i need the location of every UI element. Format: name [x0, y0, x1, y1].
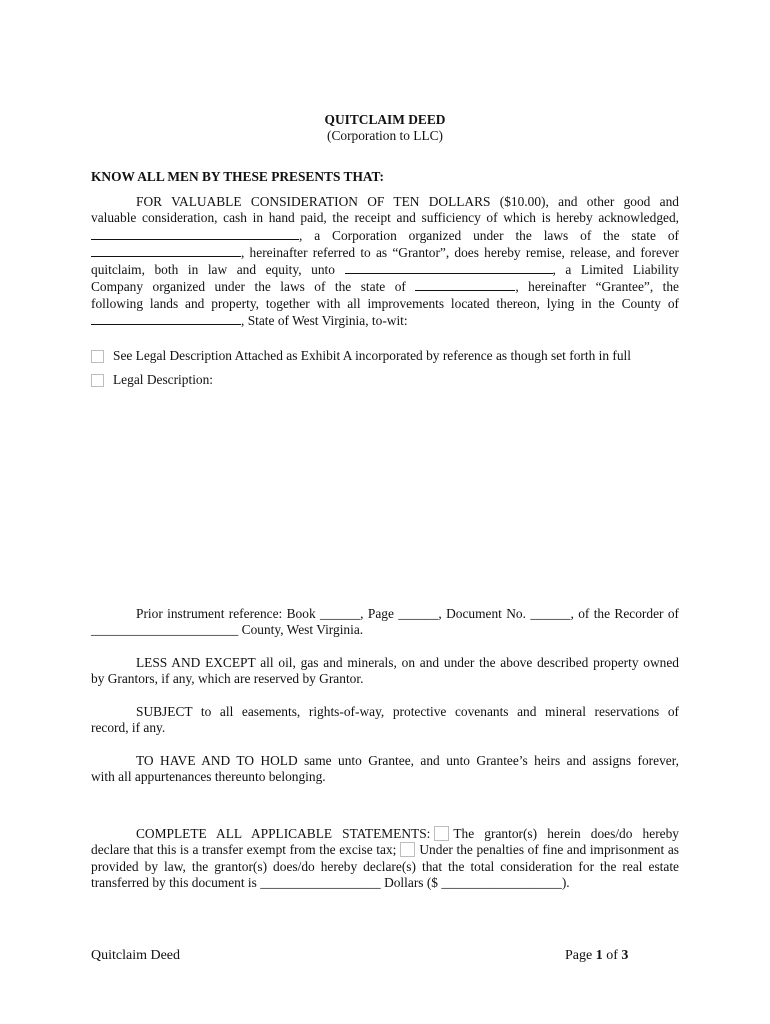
- subject-line-1: SUBJECT to all easements, rights-of-way, protective covenants and mineral reservations of: [136, 704, 679, 719]
- p1-line-2: valuable consideration, cash in hand paid, the receipt and sufficiency of which is hereby acknowledged,: [91, 210, 679, 226]
- p1-line-3: [91, 227, 679, 244]
- p1-line-7: following lands and property, together with all improvements located thereon, lying in the County of: [91, 295, 679, 311]
- p1-line-6-text-b: , hereinafter “Grantee”, the: [515, 279, 679, 295]
- p1-line-5-text-a: quitclaim, both in law and equity, unto: [91, 262, 335, 278]
- statements-paragraph: [91, 826, 679, 891]
- p1-line-6: [91, 278, 679, 295]
- statements-line-3: provided by law, the grantor(s) does/do hereby declare(s) that the total consideration for the real estate: [91, 858, 679, 874]
- opening-heading: KNOW ALL MEN BY THESE PRESENTS THAT:: [91, 169, 384, 184]
- footer-page-word: Page: [565, 948, 593, 963]
- habendum-paragraph: [91, 753, 679, 786]
- county-blank[interactable]: [91, 312, 241, 325]
- subject-paragraph: [91, 704, 679, 737]
- statements-heading: COMPLETE ALL APPLICABLE STATEMENTS:: [136, 826, 431, 841]
- consideration-checkbox[interactable]: [400, 842, 415, 857]
- footer-page-number: [565, 948, 628, 964]
- legal-description-checkbox[interactable]: [91, 374, 104, 387]
- p1-line-8-text: , State of West Virginia, to-wit:: [241, 313, 408, 329]
- footer-of-word: of: [606, 948, 618, 963]
- grantor-name-blank[interactable]: [91, 227, 299, 240]
- prior-line-2: ______________________ County, West Virginia.: [91, 622, 364, 638]
- exhibit-checkbox[interactable]: [91, 350, 104, 363]
- statements-line-4: transferred by this document is __________________ Dollars ($ __________________).: [91, 874, 570, 890]
- p1-line-4: [91, 244, 679, 261]
- less-except-paragraph: [91, 655, 679, 688]
- exhibit-option-label: See Legal Description Attached as Exhibit A incorporated by reference as though set forth in full: [113, 348, 631, 363]
- statements-line-1-text: The grantor(s) herein does/do hereby: [453, 826, 679, 841]
- legal-description-label: Legal Description:: [113, 372, 214, 387]
- statements-line-2: [91, 842, 679, 858]
- subject-line-2: record, if any.: [91, 720, 166, 736]
- less-except-line-2: by Grantors, if any, which are reserved by Grantor.: [91, 671, 364, 687]
- grantee-state-blank[interactable]: [415, 278, 515, 291]
- exempt-checkbox[interactable]: [434, 826, 449, 841]
- prior-line-1: Prior instrument reference: Book ______, Page ______, Document No. ______, of the Recorder of: [136, 606, 679, 621]
- document-title: QUITCLAIM DEED: [324, 112, 446, 127]
- p1-line-8: [91, 312, 679, 329]
- exhibit-option-row: [91, 348, 631, 364]
- habendum-line-1: TO HAVE AND TO HOLD same unto Grantee, and unto Grantee’s heirs and assigns forever,: [136, 753, 679, 768]
- p1-line-1: FOR VALUABLE CONSIDERATION OF TEN DOLLARS ($10.00), and other good and: [136, 194, 679, 209]
- grantor-state-blank[interactable]: [91, 244, 241, 257]
- footer-current-page: 1: [595, 948, 603, 963]
- p1-line-4-text: , hereinafter referred to as “Grantor”, does hereby remise, release, and forever: [241, 244, 679, 260]
- p1-line-6-text-a: Company organized under the laws of the state of: [91, 279, 406, 295]
- prior-instrument-paragraph: [91, 606, 679, 639]
- habendum-line-2: with all appurtenances thereunto belonging.: [91, 769, 326, 785]
- footer-total-pages: 3: [621, 948, 629, 963]
- less-except-line-1: LESS AND EXCEPT all oil, gas and minerals, on and under the above described property owned: [136, 655, 679, 670]
- p1-line-5-text-b: , a Limited Liability: [552, 262, 679, 278]
- footer-document-name: Quitclaim Deed: [91, 948, 181, 963]
- statements-line-1: [91, 826, 679, 842]
- statements-line-2-text-a: declare that this is a transfer exempt from the excise tax;: [91, 842, 397, 858]
- p1-line-3-text: , a Corporation organized under the laws of the state of: [299, 227, 679, 243]
- statements-line-2-text-b: Under the penalties of fine and imprisonment as: [419, 842, 679, 858]
- consideration-paragraph: [91, 194, 679, 329]
- document-subtitle: (Corporation to LLC): [326, 128, 444, 143]
- grantee-name-blank[interactable]: [345, 261, 553, 274]
- p1-line-5: [91, 261, 679, 278]
- legal-description-row: [91, 372, 213, 388]
